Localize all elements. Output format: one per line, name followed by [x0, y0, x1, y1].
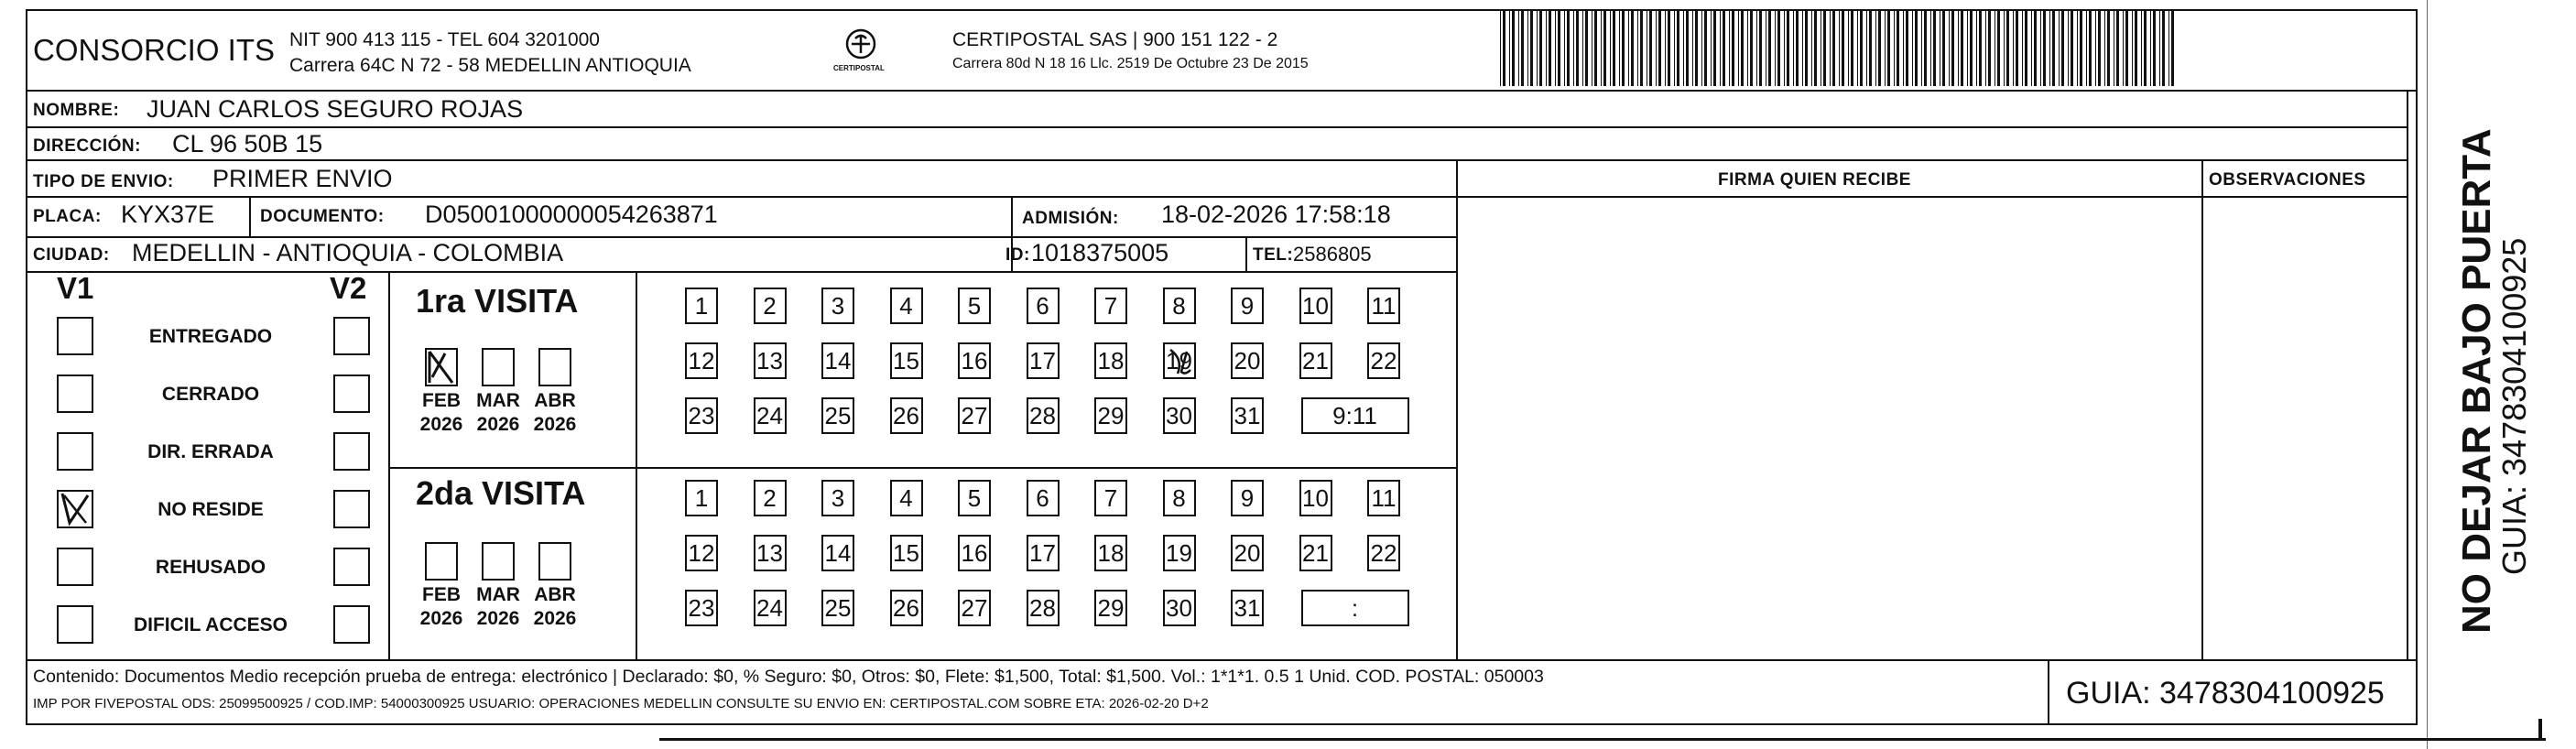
barcode-bar: [2135, 11, 2137, 86]
barcode-bar: [1958, 11, 1959, 86]
visit1-day-box[interactable]: 25: [821, 397, 854, 434]
row-line-1: [26, 126, 2407, 128]
barcode-bar: [1656, 11, 1657, 86]
visit1-day-box[interactable]: 14: [821, 342, 854, 379]
barcode-bar: [1784, 11, 1785, 86]
barcode-bar: [2125, 11, 2128, 86]
visit2-month-year: 2026: [476, 608, 520, 629]
visit2-day-box[interactable]: 27: [958, 590, 991, 626]
status-v2-checkbox[interactable]: [333, 374, 370, 413]
visit1-day-box[interactable]: 19: [1163, 342, 1196, 379]
barcode-bar: [1539, 11, 1542, 86]
status-v1-checkbox[interactable]: [57, 548, 93, 586]
barcode-bar: [1686, 11, 1689, 86]
barcode-bar: [1530, 11, 1533, 86]
visit2-month-label: MAR: [476, 584, 520, 605]
status-label: NO RESIDE: [158, 499, 264, 520]
visit1-day-box[interactable]: 20: [1231, 342, 1264, 379]
barcode-bar: [2049, 11, 2050, 86]
visit1-day-box[interactable]: 9: [1231, 288, 1264, 324]
visit1-day-box[interactable]: 15: [890, 342, 923, 379]
v2-label: V2: [330, 271, 367, 305]
barcode-bar: [1875, 11, 1876, 86]
barcode-bar: [1811, 11, 1812, 86]
status-label: ENTREGADO: [148, 326, 273, 347]
barcode-bar: [1567, 11, 1570, 86]
visit2-day-box[interactable]: 25: [821, 590, 854, 626]
visit1-day-box[interactable]: 13: [754, 342, 787, 379]
visit2-month-label: FEB: [422, 584, 461, 605]
barcode-bar: [1961, 11, 1963, 86]
divider-right-panel: [2407, 90, 2408, 659]
barcode-bar: [2013, 11, 2014, 86]
barcode-bar: [1851, 11, 1853, 86]
barcode-bar: [1768, 11, 1771, 86]
barcode-bar: [2016, 11, 2018, 86]
visit1-day-box[interactable]: 12: [685, 342, 718, 379]
barcode-bar: [1866, 11, 1867, 86]
barcode-bar: [1897, 11, 1899, 86]
barcode-bar: [2116, 11, 2119, 86]
barcode-bar: [2006, 11, 2009, 86]
barcode-bar: [1756, 11, 1757, 86]
barcode-bar: [1576, 11, 1579, 86]
barcode-bar: [1610, 11, 1611, 86]
barcode-bar: [2059, 11, 2060, 86]
barcode-bar: [1997, 11, 2000, 86]
barcode-bar: [1711, 11, 1712, 86]
visit1-day-box[interactable]: 22: [1367, 342, 1400, 379]
barcode-bar: [1906, 11, 1908, 86]
barcode-bar: [1658, 11, 1661, 86]
visit2-day-box[interactable]: 26: [890, 590, 923, 626]
barcode-bar: [1915, 11, 1918, 86]
footer-guide: GUIA: 3478304100925: [2066, 676, 2385, 711]
barcode-bar: [1555, 11, 1556, 86]
visit1-month-year: 2026: [419, 414, 463, 435]
barcode-bar: [1777, 11, 1780, 86]
barcode-bar: [2025, 11, 2027, 86]
barcode-bar: [1628, 11, 1629, 86]
visit1-day-box[interactable]: 2: [754, 288, 787, 324]
barcode-bar: [1805, 11, 1808, 86]
tel-value: 2586805: [1293, 243, 1372, 266]
barcode-bar: [1985, 11, 1986, 86]
barcode-bar: [1830, 11, 1831, 86]
visit1-time-box[interactable]: 9:11: [1301, 397, 1409, 434]
status-v2-checkbox[interactable]: [333, 317, 370, 355]
row-line-6: [26, 659, 2418, 661]
visit-months-divider: [636, 271, 637, 659]
recipient-address: CL 96 50B 15: [172, 130, 323, 157]
barcode-bar: [1546, 11, 1547, 86]
visit2-month-label: ABR: [534, 584, 576, 605]
visit1-day-box[interactable]: 24: [754, 397, 787, 434]
visit2-day-box[interactable]: 5: [958, 480, 991, 516]
scan-edge-right: [2427, 0, 2428, 749]
barcode-bar: [1527, 11, 1528, 86]
plate-label: PLACA:: [33, 207, 102, 226]
visit2-day-box[interactable]: 12: [685, 535, 718, 571]
barcode-bar: [1549, 11, 1551, 86]
barcode-bar: [1558, 11, 1560, 86]
barcode-bar: [1674, 11, 1675, 86]
barcode-bar: [2159, 11, 2160, 86]
visit1-day-box[interactable]: 17: [1027, 342, 1060, 379]
visit1-day-box[interactable]: 8: [1163, 288, 1196, 324]
barcode-bar: [2162, 11, 2165, 86]
divider-plate: [249, 196, 251, 236]
visit2-day-box[interactable]: 22: [1367, 535, 1400, 571]
barcode-bar: [1988, 11, 1991, 86]
barcode-bar: [2004, 11, 2005, 86]
visit2-day-box[interactable]: 7: [1094, 480, 1127, 516]
company-nit: NIT 900 413 115 - TEL 604 3201000: [289, 29, 600, 50]
barcode-bar: [1713, 11, 1716, 86]
name-label: NOMBRE:: [33, 101, 120, 120]
status-v1-checkbox[interactable]: [57, 490, 93, 528]
visit2-day-box[interactable]: 11: [1367, 480, 1400, 516]
document-label: DOCUMENTO:: [260, 207, 385, 226]
visit1-day-box[interactable]: 5: [958, 288, 991, 324]
barcode-bar: [2043, 11, 2046, 86]
barcode-bar: [1869, 11, 1872, 86]
barcode-bar: [1979, 11, 1982, 86]
barcode-bar: [1677, 11, 1679, 86]
barcode-bar: [1970, 11, 1973, 86]
plate-value: KYX37E: [121, 201, 215, 228]
divider-signature: [1456, 159, 1458, 659]
barcode-bar: [2089, 11, 2092, 86]
barcode-bar: [2132, 11, 2133, 86]
visit1-month-label: ABR: [534, 390, 576, 411]
visit2-day-box[interactable]: 16: [958, 535, 991, 571]
barcode-bar: [1942, 11, 1945, 86]
visit1-day-box[interactable]: 16: [958, 342, 991, 379]
barcode-bar: [1976, 11, 1977, 86]
visit2-month-year: 2026: [419, 608, 463, 629]
status-label: CERRADO: [161, 384, 260, 405]
status-divider: [388, 271, 390, 659]
address-label: DIRECCIÓN:: [33, 136, 141, 156]
barcode-bar: [1860, 11, 1863, 86]
barcode-bar: [1857, 11, 1858, 86]
barcode-bar: [1921, 11, 1922, 86]
barcode-bar: [1793, 11, 1794, 86]
barcode-bar: [1649, 11, 1652, 86]
visit1-day-box[interactable]: 11: [1367, 288, 1400, 324]
row-line-3: [26, 196, 2407, 198]
visit1-month-checkbox[interactable]: [538, 348, 571, 386]
side-guide: GUIA: 3478304100925: [2495, 237, 2533, 575]
barcode-bar: [1750, 11, 1753, 86]
recipient-name: JUAN CARLOS SEGURO ROJAS: [147, 95, 524, 123]
barcode-bar: [2052, 11, 2055, 86]
status-label: REHUSADO: [155, 557, 266, 578]
barcode-bar: [1887, 11, 1890, 86]
barcode-bar: [1683, 11, 1684, 86]
barcode-bar: [1796, 11, 1799, 86]
visit2-day-box[interactable]: 28: [1027, 590, 1060, 626]
certipostal-logo: CERTIPOSTAL: [831, 27, 890, 79]
visit2-day-box[interactable]: 13: [754, 535, 787, 571]
barcode-bar: [2098, 11, 2101, 86]
v1-label: V1: [57, 271, 94, 305]
visit2-day-box[interactable]: 2: [754, 480, 787, 516]
barcode-bar: [2104, 11, 2105, 86]
barcode-bar: [2141, 11, 2142, 86]
barcode-bar: [1729, 11, 1730, 86]
barcode-bar: [1537, 11, 1538, 86]
id-label: ID:: [1005, 245, 1030, 265]
barcode-bar: [2061, 11, 2064, 86]
barcode-bar: [1668, 11, 1670, 86]
barcode-bar: [1930, 11, 1931, 86]
visit1-month-checkbox[interactable]: [482, 348, 515, 386]
visit2-day-box[interactable]: 4: [890, 480, 923, 516]
barcode-bar: [1640, 11, 1643, 86]
barcode-bar: [1747, 11, 1748, 86]
visit1-day-box[interactable]: 10: [1299, 288, 1332, 324]
barcode-bar: [1912, 11, 1913, 86]
visit2-month-checkbox[interactable]: [482, 542, 515, 581]
visit2-day-box[interactable]: 29: [1094, 590, 1127, 626]
city-value: MEDELLIN - ANTIOQUIA - COLOMBIA: [132, 239, 564, 266]
barcode-bar: [1949, 11, 1950, 86]
signature-header: FIRMA QUIEN RECIBE: [1718, 170, 1911, 190]
visit2-day-box[interactable]: 15: [890, 535, 923, 571]
admission-value: 18-02-2026 17:58:18: [1161, 201, 1391, 228]
barcode-bar: [1924, 11, 1927, 86]
visit1-month-checkbox[interactable]: [425, 348, 458, 386]
barcode-bar: [2034, 11, 2037, 86]
barcode-bar: [1573, 11, 1574, 86]
barcode-bar: [2077, 11, 2078, 86]
barcode-bar: [1631, 11, 1634, 86]
observations-header: OBSERVACIONES: [2209, 170, 2366, 190]
barcode-bar: [1509, 11, 1510, 86]
barcode-bar: [1878, 11, 1881, 86]
barcode-bar: [1594, 11, 1597, 86]
barcode-bar: [2068, 11, 2069, 86]
visit2-day-box[interactable]: 1: [685, 480, 718, 516]
status-v1-checkbox[interactable]: [57, 317, 93, 355]
visit1-day-box[interactable]: 4: [890, 288, 923, 324]
visit1-day-box[interactable]: 6: [1027, 288, 1060, 324]
footer-guide-divider: [2048, 659, 2049, 725]
barcode-bar: [1738, 11, 1739, 86]
footer-content: Contenido: Documentos Medio recepción prueba de entrega: electrónico | Declarado: $0, % Seguro: $0, Otros: $0, Flete: $1,500, Total: $1,500. Vol.: 1*1*1. 0.5 1 Unid. COD. POSTAL: 050003: [33, 667, 1544, 687]
barcode-bar: [1512, 11, 1515, 86]
status-v2-checkbox[interactable]: [333, 605, 370, 644]
row-line-5: [26, 271, 1456, 273]
barcode-bar: [2040, 11, 2041, 86]
visit2-day-box[interactable]: 14: [821, 535, 854, 571]
visit2-day-box[interactable]: 31: [1231, 590, 1264, 626]
visit1-month-year: 2026: [533, 414, 577, 435]
barcode-bar: [1622, 11, 1625, 86]
barcode-bar: [1692, 11, 1693, 86]
barcode-bar: [2071, 11, 2073, 86]
barcode-bar: [1585, 11, 1588, 86]
status-label: DIFICIL ACCESO: [133, 614, 288, 635]
visit2-month-checkbox[interactable]: [425, 542, 458, 581]
visit2-day-box[interactable]: 18: [1094, 535, 1127, 571]
status-v2-checkbox[interactable]: [333, 432, 370, 471]
barcode-bar: [1503, 11, 1505, 86]
side-notice: NO DEJAR BAJO PUERTA: [2454, 128, 2499, 634]
visit1-month-year: 2026: [476, 414, 520, 435]
barcode-bar: [1732, 11, 1734, 86]
visit-divider: [388, 467, 1456, 469]
visit1-day-box[interactable]: 1: [685, 288, 718, 324]
barcode-bar: [1894, 11, 1895, 86]
barcode-bar: [2107, 11, 2110, 86]
scan-edge-bottom: [659, 738, 2546, 741]
visit2-day-box[interactable]: 23: [685, 590, 718, 626]
barcode-bar: [1848, 11, 1849, 86]
barcode-bar: [1967, 11, 1968, 86]
city-label: CIUDAD:: [33, 245, 110, 265]
partner-name: CERTIPOSTAL SAS | 900 151 122 - 2: [952, 29, 1278, 50]
partner-address: Carrera 80d N 18 16 Llc. 2519 De Octubre 23 De 2015: [952, 56, 1309, 71]
row-line-2: [26, 159, 2407, 161]
visit1-day-box[interactable]: 18: [1094, 342, 1127, 379]
barcode-bar: [2171, 11, 2174, 86]
barcode-bar: [1787, 11, 1789, 86]
barcode-bar: [1951, 11, 1954, 86]
barcode-bar: [2031, 11, 2032, 86]
barcode-bar: [2153, 11, 2156, 86]
divider-tel: [1245, 236, 1247, 271]
barcode-bar: [1832, 11, 1835, 86]
barcode-bar: [1885, 11, 1886, 86]
visit1-title: 1ra VISITA: [416, 282, 579, 320]
visit2-day-box[interactable]: 24: [754, 590, 787, 626]
visit2-day-box[interactable]: 20: [1231, 535, 1264, 571]
visit1-day-box[interactable]: 28: [1027, 397, 1060, 434]
barcode-bar: [1741, 11, 1744, 86]
status-v1-checkbox[interactable]: [57, 432, 93, 471]
barcode-bar: [1994, 11, 1995, 86]
company-address: Carrera 64C N 72 - 58 MEDELLIN ANTIOQUIA: [289, 55, 691, 76]
barcode-bar: [2080, 11, 2082, 86]
barcode-bar: [1723, 11, 1725, 86]
barcode-bar: [1701, 11, 1702, 86]
status-v1-checkbox[interactable]: [57, 374, 93, 413]
barcode-bar: [1603, 11, 1606, 86]
id-value: 1018375005: [1031, 239, 1169, 266]
visit2-day-box[interactable]: 30: [1163, 590, 1196, 626]
visit1-day-box[interactable]: 27: [958, 397, 991, 434]
visit1-day-box[interactable]: 7: [1094, 288, 1127, 324]
barcode: [1498, 11, 2181, 86]
visit2-time-box[interactable]: :: [1301, 590, 1409, 626]
barcode-bar: [2022, 11, 2023, 86]
header-divider: [26, 90, 2418, 92]
barcode-bar: [1839, 11, 1840, 86]
barcode-bar: [1823, 11, 1826, 86]
barcode-bar: [2150, 11, 2151, 86]
document-value: D05001000000054263871: [425, 201, 718, 228]
tel-label: TEL:: [1253, 245, 1294, 265]
barcode-bar: [1933, 11, 1936, 86]
barcode-bar: [2086, 11, 2087, 86]
visit1-day-box[interactable]: 31: [1231, 397, 1264, 434]
barcode-bar: [2168, 11, 2169, 86]
shipment-type-label: TIPO DE ENVIO:: [33, 172, 174, 191]
barcode-bar: [2095, 11, 2096, 86]
barcode-bar: [1814, 11, 1817, 86]
footer-print-info: IMP POR FIVEPOSTAL ODS: 25099500925 / COD.IMP: 54000300925 USUARIO: OPERACIONES MEDELLIN CONSULTE SU ENVIO EN: CERTIPOSTAL.COM SOBRE ETA: 2026-02-20 D+2: [33, 696, 1209, 711]
visit2-day-box[interactable]: 21: [1299, 535, 1332, 571]
barcode-bar: [1619, 11, 1620, 86]
barcode-bar: [1582, 11, 1583, 86]
barcode-bar: [1802, 11, 1803, 86]
barcode-bar: [1637, 11, 1638, 86]
visit1-day-box[interactable]: 23: [685, 397, 718, 434]
scan-edge-right-heavy: [2538, 719, 2542, 741]
barcode-bar: [1518, 11, 1519, 86]
barcode-bar: [1665, 11, 1666, 86]
visit1-day-box[interactable]: 30: [1163, 397, 1196, 434]
barcode-bar: [2123, 11, 2124, 86]
barcode-bar: [1695, 11, 1698, 86]
barcode-bar: [1759, 11, 1762, 86]
visit2-day-box[interactable]: 19: [1163, 535, 1196, 571]
status-v2-checkbox[interactable]: [333, 490, 370, 528]
visit1-day-box[interactable]: 26: [890, 397, 923, 434]
barcode-bar: [1775, 11, 1776, 86]
barcode-bar: [1521, 11, 1524, 86]
visit2-month-year: 2026: [533, 608, 577, 629]
visit2-day-box[interactable]: 10: [1299, 480, 1332, 516]
shipment-type: PRIMER ENVIO: [212, 165, 393, 192]
barcode-bar: [1704, 11, 1707, 86]
divider-observations: [2201, 159, 2203, 659]
visit2-day-box[interactable]: 6: [1027, 480, 1060, 516]
visit1-day-box[interactable]: 21: [1299, 342, 1332, 379]
visit2-month-checkbox[interactable]: [538, 542, 571, 581]
status-label: DIR. ERRADA: [147, 441, 274, 462]
visit2-title: 2da VISITA: [416, 474, 586, 512]
visit2-day-box[interactable]: 3: [821, 480, 854, 516]
status-v1-checkbox[interactable]: [57, 605, 93, 644]
barcode-bar: [1842, 11, 1844, 86]
company-name: CONSORCIO ITS: [33, 33, 276, 67]
barcode-bar: [1564, 11, 1565, 86]
barcode-bar: [1613, 11, 1615, 86]
barcode-bar: [1903, 11, 1904, 86]
visit2-day-box[interactable]: 17: [1027, 535, 1060, 571]
barcode-bar: [1500, 11, 1501, 86]
status-v2-checkbox[interactable]: [333, 548, 370, 586]
visit2-day-box[interactable]: 8: [1163, 480, 1196, 516]
barcode-bar: [1601, 11, 1602, 86]
barcode-bar: [1720, 11, 1721, 86]
admission-label: ADMISIÓN:: [1022, 209, 1119, 228]
visit1-day-box[interactable]: 3: [821, 288, 854, 324]
visit2-day-box[interactable]: 9: [1231, 480, 1264, 516]
visit1-month-label: MAR: [476, 390, 520, 411]
visit1-month-label: FEB: [422, 390, 461, 411]
visit1-day-box[interactable]: 29: [1094, 397, 1127, 434]
row-line-4: [26, 236, 1456, 238]
barcode-bar: [2144, 11, 2147, 86]
